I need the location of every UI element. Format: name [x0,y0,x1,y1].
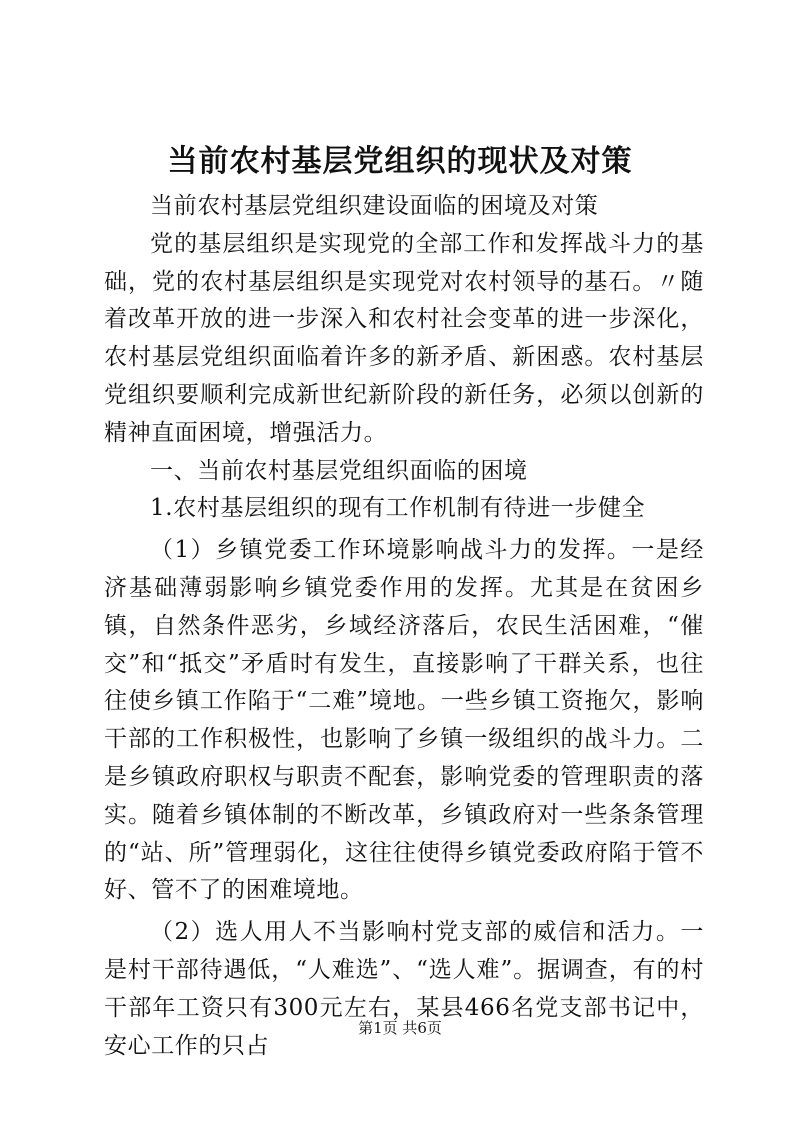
document-body [104,188,704,1065]
paragraph-item-1: （1）乡镇党委工作环境影响战斗力的发挥。一是经济基础薄弱影响乡镇党委作用的发挥。尤其是在贫困乡镇，自然条件恶劣，乡域经济落后，农民生活困难，“催交”和“抵交”矛盾时有发生，直接影响了干群关系，也往往使乡镇工作陷于“二难”境地。一些乡镇工资拖欠，影响干部的工作积极性，也影响了乡镇一级组织的战斗力。二是乡镇政府职权与职责不配套，影响党委的管理职责的落实。随着乡镇体制的不断改革，乡镇政府对一些条条管理的“站、所”管理弱化，这往往使得乡镇党委政府陷于管不好、管不了的困难境地。 [104,537,704,904]
section-heading-1: 一、当前农村基层党组织面临的困境 [150,457,528,484]
page-footer: 第1页 共6页 [358,1019,442,1037]
document-title: 当前农村基层党组织的现状及对策 [167,144,633,179]
paragraph-item-2: （2）选人用人不当影响村党支部的威信和活力。一是村干部待遇低，“人难选”、“选人难”。据调查，有的村干部年工资只有300元左右，某县466名党支部书记中，安心工作的只占 [104,919,704,1059]
paragraph-intro: 党的基层组织是实现党的全部工作和发挥战斗力的基础，党的农村基层组织是实现党对农村领导的基石。〃随着改革开放的进一步深入和农村社会变革的进一步深化，农村基层党组织面临着许多的新矛盾、新困惑。农村基层党组织要顺利完成新世纪新阶段的新任务，必须以创新的精神直面困境，增强活力。 [104,230,704,446]
paragraph-subtitle: 当前农村基层党组织建设面临的困境及对策 [150,193,599,219]
subsection-heading-1: 1.农村基层组织的现有工作机制有待进一步健全 [150,495,646,522]
